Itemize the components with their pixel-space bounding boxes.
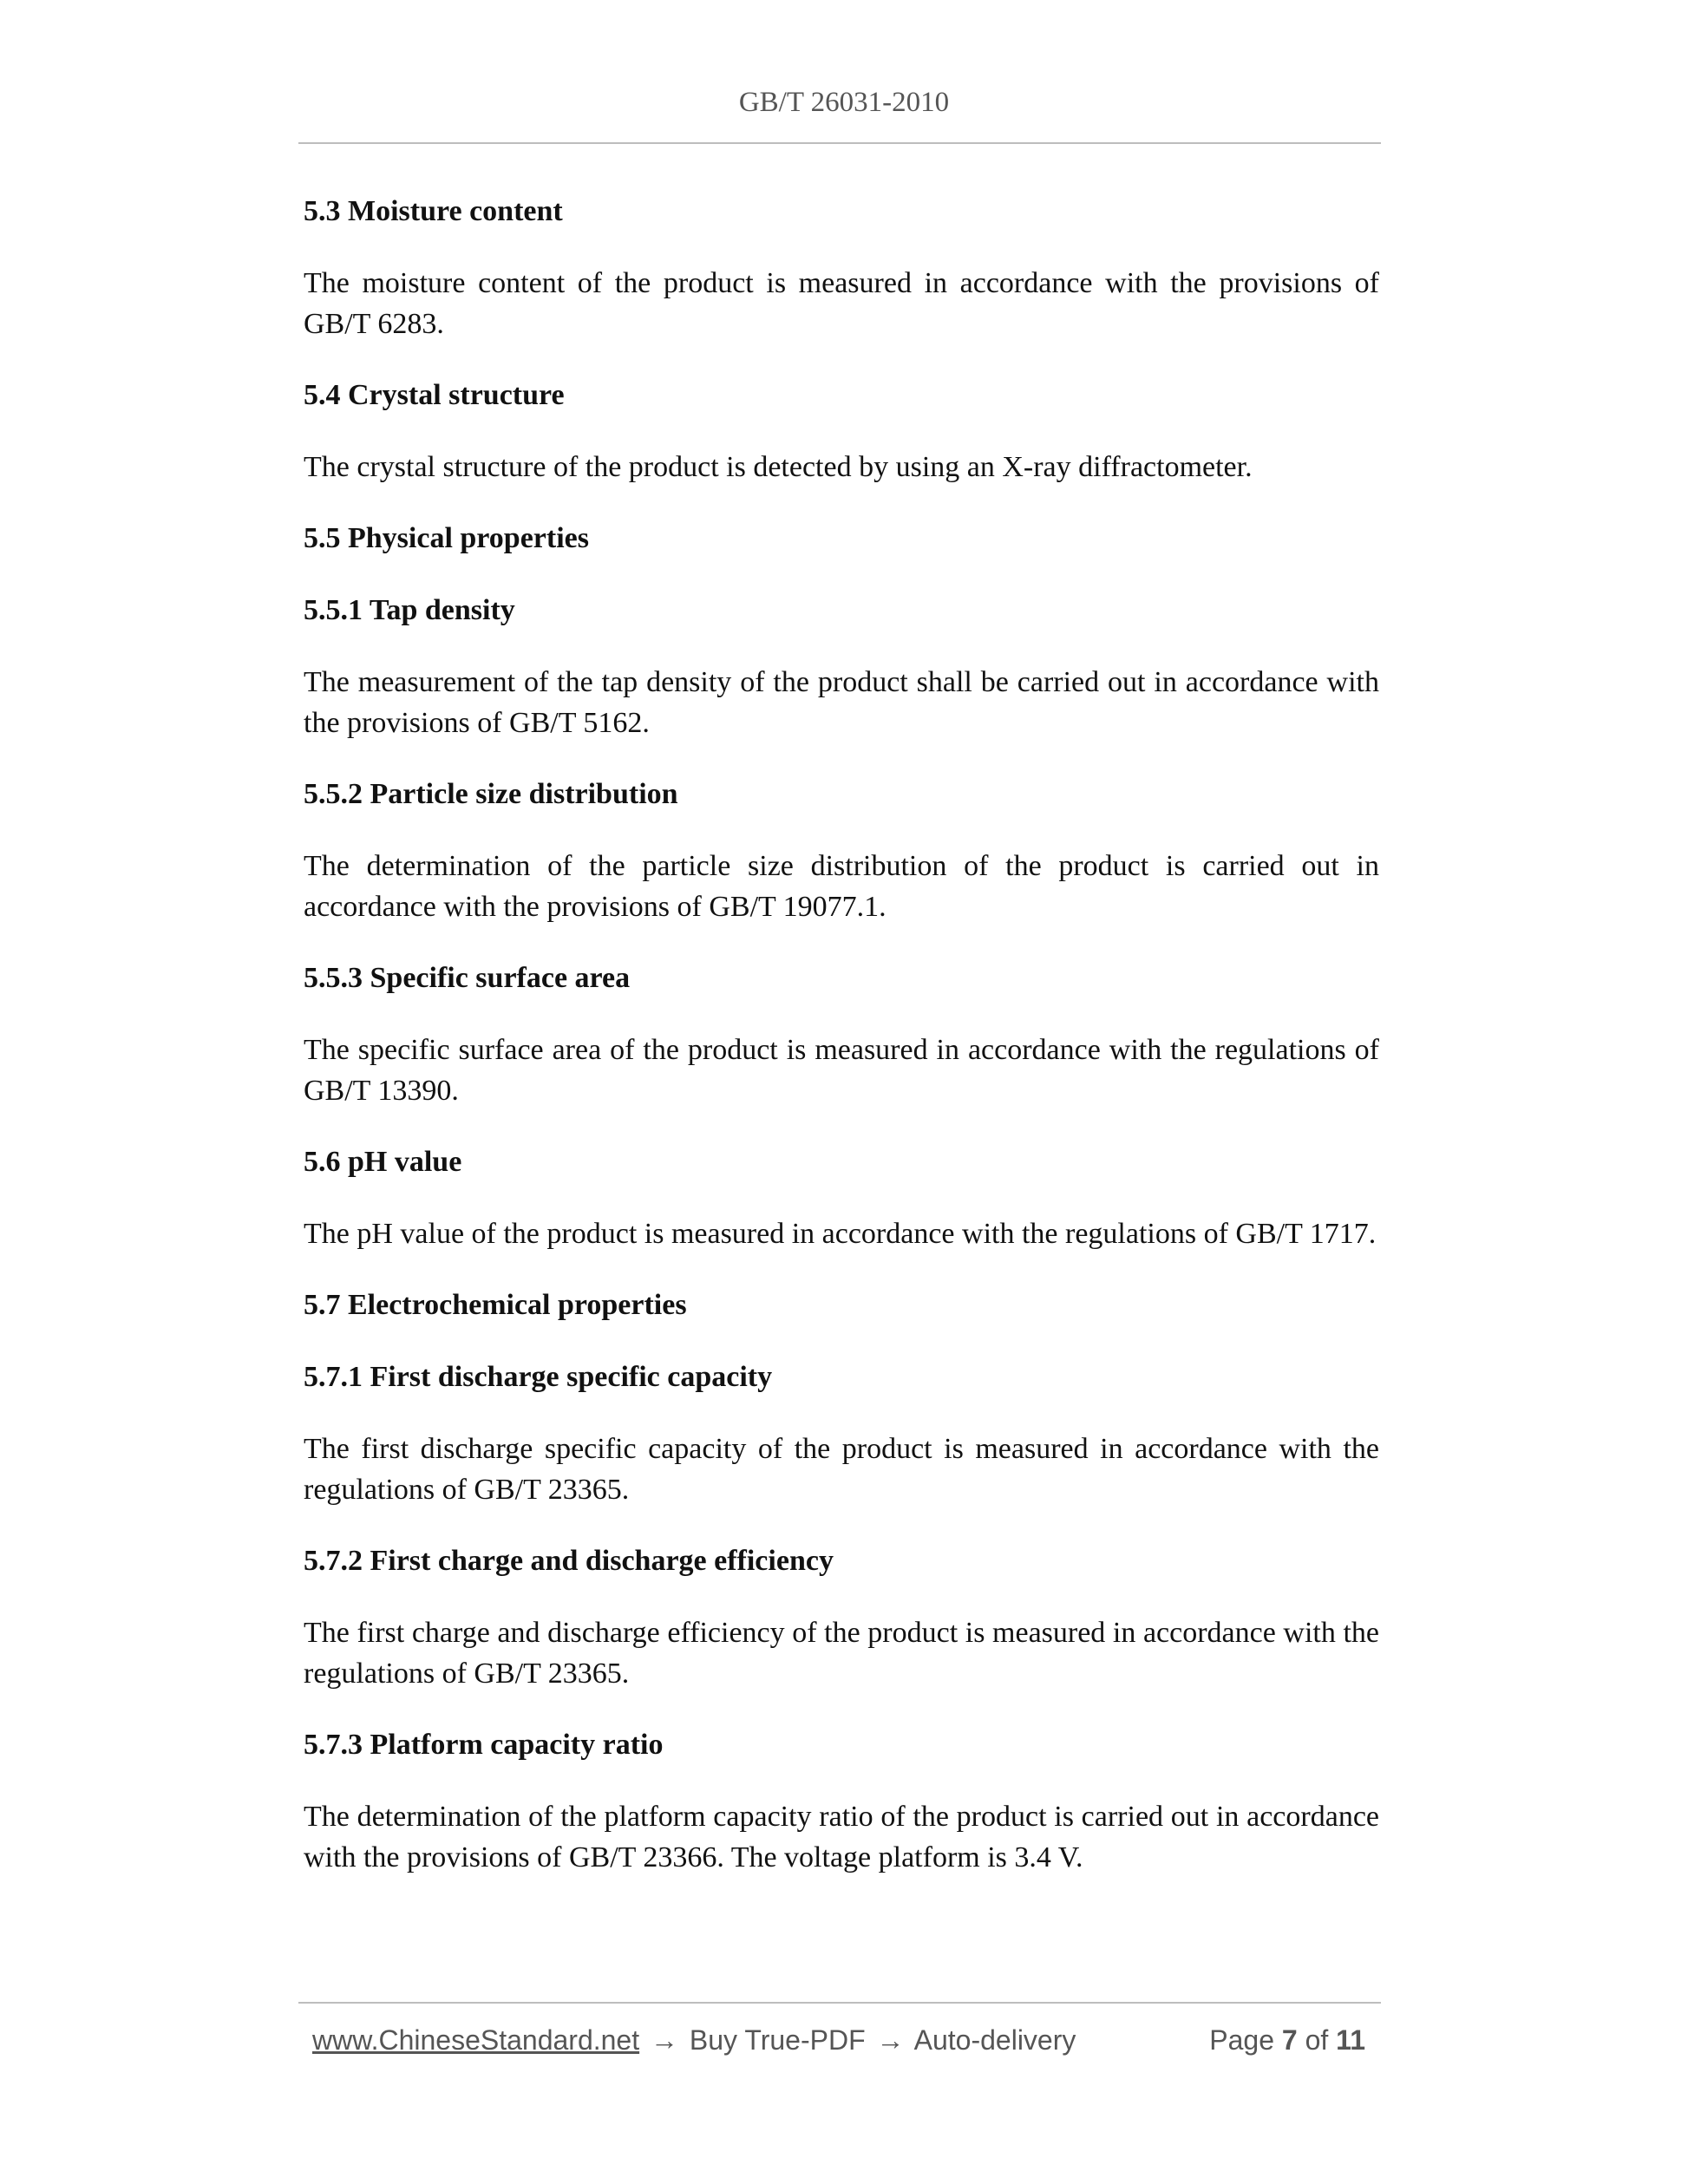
section-heading-5-7: 5.7 Electrochemical properties: [304, 1289, 687, 1321]
buy-pdf-text: Buy True-PDF: [689, 2024, 866, 2056]
page-indicator: [1209, 2024, 1365, 2056]
arrow-right-icon: →: [876, 2024, 905, 2056]
section-text-5-7-1: The first discharge specific capacity of the product is measured in accordance with the regulations of GB/T 23365.: [304, 1433, 1379, 1506]
footer-links: [312, 2024, 1076, 2056]
page-number: 7: [1281, 2024, 1298, 2056]
section-heading-5-7-1: 5.7.1 First discharge specific capacity: [304, 1361, 773, 1393]
website-link[interactable]: www.ChineseStandard.net: [312, 2024, 640, 2056]
auto-delivery-text: Auto-delivery: [913, 2024, 1076, 2056]
arrow-right-icon: →: [651, 2024, 678, 2056]
section-heading-5-3: 5.3 Moisture content: [304, 195, 563, 227]
section-text-5-6: The pH value of the product is measured in accordance with the regulations of GB/T 1717.: [304, 1218, 1377, 1250]
section-heading-5-7-3: 5.7.3 Platform capacity ratio: [304, 1729, 664, 1761]
page-total: 11: [1336, 2024, 1365, 2056]
header-divider: [298, 142, 1381, 144]
of-label: of: [1305, 2024, 1329, 2056]
section-text-5-5-2: The determination of the particle size distribution of the product is carried out in accordance with the provisions of GB/T 19077.1.: [304, 850, 1379, 923]
section-heading-5-5-3: 5.5.3 Specific surface area: [304, 962, 631, 994]
section-heading-5-7-2: 5.7.2 First charge and discharge efficiency: [304, 1545, 834, 1577]
section-text-5-4: The crystal structure of the product is detected by using an X-ray diffractometer.: [304, 451, 1253, 483]
footer-divider: [298, 2002, 1381, 2004]
section-heading-5-6: 5.6 pH value: [304, 1146, 462, 1178]
section-heading-5-5: 5.5 Physical properties: [304, 522, 589, 554]
page-label: Page: [1209, 2024, 1275, 2056]
section-text-5-5-1: The measurement of the tap density of the product shall be carried out in accordance with the provisions of GB/T 5162.: [304, 666, 1379, 739]
section-text-5-5-3: The specific surface area of the product is measured in accordance with the regulations of GB/T 13390.: [304, 1034, 1379, 1107]
section-heading-5-5-2: 5.5.2 Particle size distribution: [304, 778, 678, 810]
section-text-5-3: The moisture content of the product is measured in accordance with the provisions of GB/T 6283.: [304, 267, 1379, 340]
section-heading-5-5-1: 5.5.1 Tap density: [304, 594, 515, 626]
document-body: [304, 191, 1379, 1908]
section-text-5-7-2: The first charge and discharge efficiency of the product is measured in accordance with the regulations of GB/T 23365.: [304, 1617, 1379, 1690]
section-heading-5-4: 5.4 Crystal structure: [304, 379, 565, 411]
document-header-title: GB/T 26031-2010: [738, 87, 950, 118]
section-text-5-7-3: The determination of the platform capacity ratio of the product is carried out in accordance with the provisions of GB/T 23366. The voltage platform is 3.4 V.: [304, 1801, 1379, 1873]
